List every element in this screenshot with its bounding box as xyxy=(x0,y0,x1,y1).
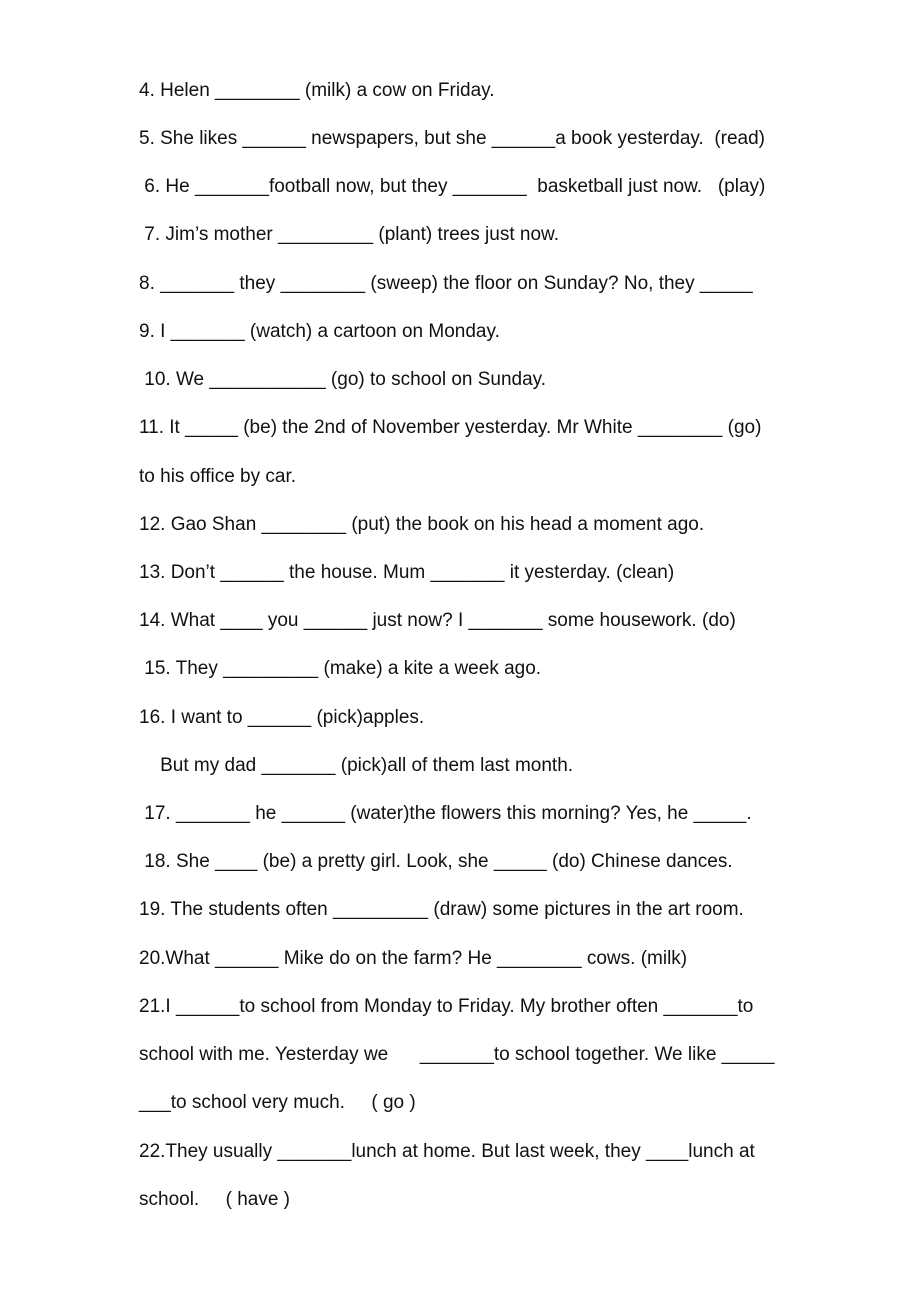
question-5: 5. She likes ______ newspapers, but she ______a book yesterday. (read) xyxy=(139,128,765,149)
question-10: 10. We ___________ (go) to school on Sunday. xyxy=(139,369,547,390)
question-12: 12. Gao Shan ________ (put) the book on his head a moment ago. xyxy=(139,514,705,535)
question-22-cont: school. ( have ) xyxy=(139,1189,291,1210)
question-21-end: ___to school very much. ( go ) xyxy=(139,1092,416,1113)
question-13: 13. Don’t ______ the house. Mum _______ it yesterday. (clean) xyxy=(139,562,675,583)
question-11: 11. It _____ (be) the 2nd of November yesterday. Mr White ________ (go) xyxy=(139,417,762,438)
question-6: 6. He _______football now, but they _______ basketball just now. (play) xyxy=(139,176,766,197)
question-22: 22.They usually _______lunch at home. But last week, they ____lunch at xyxy=(139,1141,755,1162)
question-4: 4. Helen ________ (milk) a cow on Friday. xyxy=(139,80,495,101)
question-11-cont: to his office by car. xyxy=(139,466,297,487)
question-16-cont: But my dad _______ (pick)all of them last month. xyxy=(139,755,574,776)
question-21-cont: school with me. Yesterday we _______to school together. We like _____ xyxy=(139,1044,775,1065)
question-15: 15. They _________ (make) a kite a week ago. xyxy=(139,658,542,679)
question-20: 20.What ______ Mike do on the farm? He ________ cows. (milk) xyxy=(139,948,688,969)
question-16: 16. I want to ______ (pick)apples. xyxy=(139,707,425,728)
question-14: 14. What ____ you ______ just now? I _______ some housework. (do) xyxy=(139,610,736,631)
question-17: 17. _______ he ______ (water)the flowers this morning? Yes, he _____. xyxy=(139,803,752,824)
question-18: 18. She ____ (be) a pretty girl. Look, she _____ (do) Chinese dances. xyxy=(139,851,733,872)
question-21: 21.I ______to school from Monday to Friday. My brother often _______to xyxy=(139,996,754,1017)
question-7: 7. Jim’s mother _________ (plant) trees just now. xyxy=(139,224,559,245)
question-9: 9. I _______ (watch) a cartoon on Monday. xyxy=(139,321,500,342)
question-19: 19. The students often _________ (draw) some pictures in the art room. xyxy=(139,899,744,920)
question-8: 8. _______ they ________ (sweep) the floor on Sunday? No, they _____ xyxy=(139,273,753,294)
